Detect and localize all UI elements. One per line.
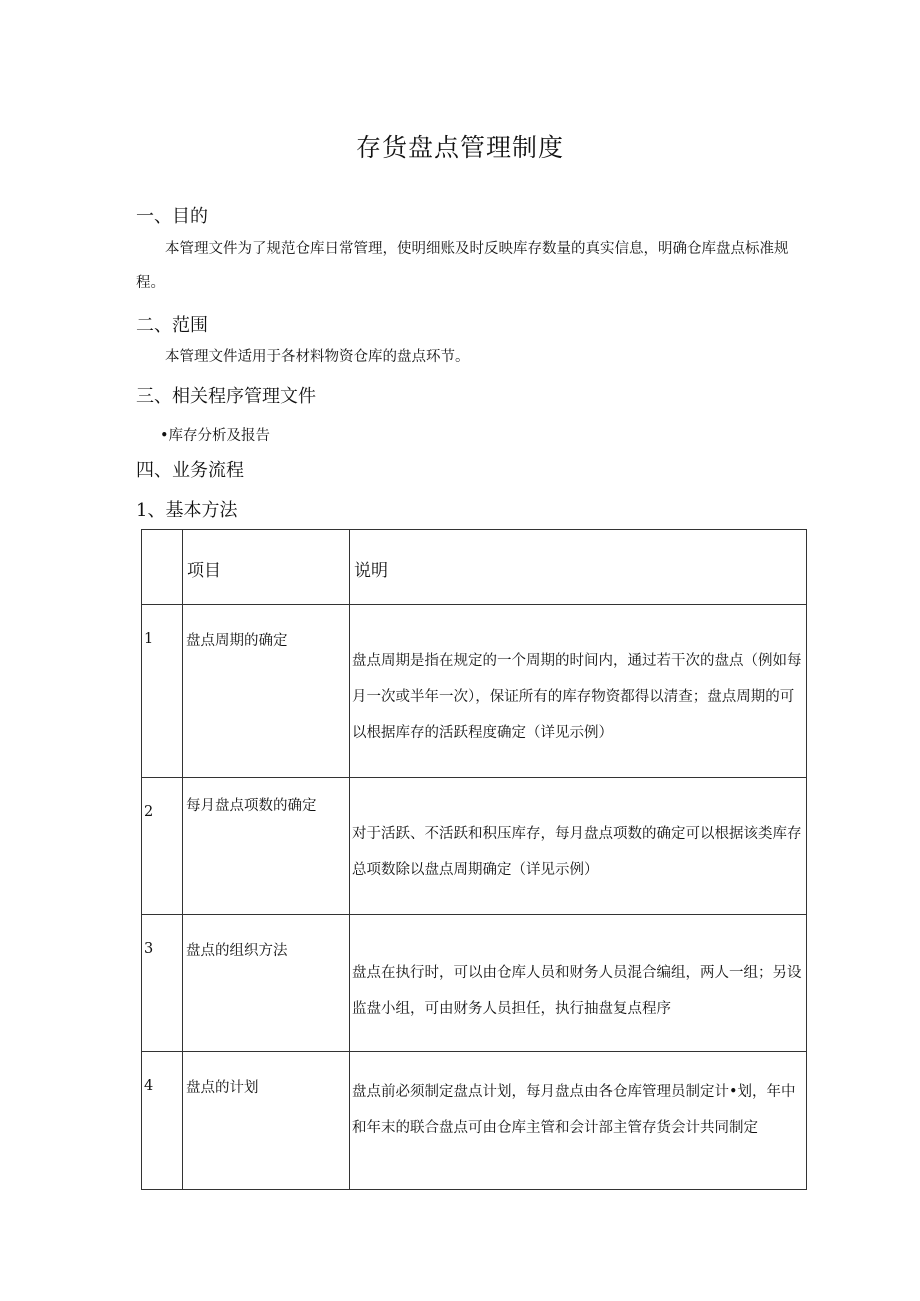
row-item: 盘点周期的确定 [186,633,288,649]
row-number: 4 [144,1078,154,1094]
row-description-cell [350,778,807,915]
table-row [142,915,807,1052]
row-item: 每月盘点项数的确定 [186,798,317,814]
row-item: 盘点的计划 [186,1080,259,1096]
row-number: 2 [144,804,154,820]
row-number-cell [142,778,183,915]
header-cell-description [350,530,807,605]
row-description-cell [350,1052,807,1190]
purpose-paragraph: 本管理文件为了规范仓库日常管理，使明细账及时反映库存数量的真实信息，明确仓库盘点标准规程。 [136,241,789,291]
header-item-label: 项目 [187,561,221,581]
row-number: 3 [144,941,154,957]
heading-purpose: 一、目的 [136,206,208,227]
row-number-cell [142,1052,183,1190]
row-item-cell [183,605,350,778]
row-number: 1 [144,631,154,647]
document-title: 存货盘点管理制度 [355,133,564,162]
table-row [142,605,807,778]
table-header-row [142,530,807,605]
row-number-cell [142,605,183,778]
header-cell-item [183,530,350,605]
row-item-cell [183,778,350,915]
related-document-bullet: •库存分析及报告 [160,428,271,444]
row-item-cell [183,1052,350,1190]
row-item: 盘点的组织方法 [186,943,288,959]
header-description-label: 说明 [354,561,388,581]
row-description: 对于活跃、不活跃和积压库存，每月盘点项数的确定可以根据该类库存总项数除以盘点周期确定（详见示例） [352,826,802,878]
basic-method-table [141,529,807,1190]
heading-basic-method: 1、基本方法 [136,500,238,521]
row-number-cell [142,915,183,1052]
scope-paragraph: 本管理文件适用于各材料物资仓库的盘点环节。 [165,349,470,365]
row-description: 盘点周期是指在规定的一个周期的时间内，通过若干次的盘点（例如每月一次或半年一次），保证所有的库存物资都得以清查；盘点周期的可以根据库存的活跃程度确定（详见示例） [352,653,802,741]
table-row [142,778,807,915]
row-description: 盘点在执行时，可以由仓库人员和财务人员混合编组，两人一组；另设监盘小组，可由财务人员担任，执行抽盘复点程序 [352,965,802,1017]
heading-business-process: 四、业务流程 [136,460,244,481]
row-item-cell [183,915,350,1052]
table-row [142,1052,807,1190]
row-description-cell [350,915,807,1052]
heading-related-documents: 三、相关程序管理文件 [136,386,316,407]
heading-scope: 二、范围 [136,315,208,336]
row-description-cell [350,605,807,778]
header-cell-number [142,530,183,605]
row-description: 盘点前必须制定盘点计划，每月盘点由各仓库管理员制定计•划，年中和年末的联合盘点可由仓库主管和会计部主管存货会计共同制定 [352,1084,796,1136]
